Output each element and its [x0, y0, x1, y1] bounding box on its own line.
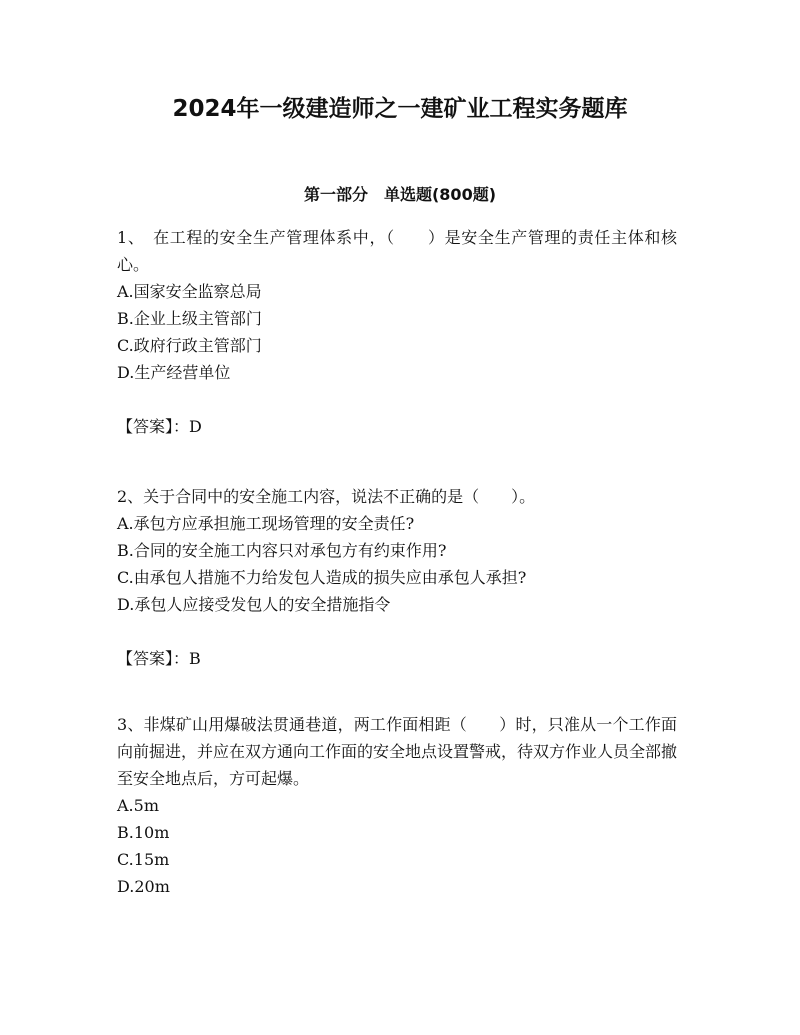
question-1-option-b: B.企业上级主管部门: [117, 309, 262, 328]
question-3: [117, 711, 677, 900]
question-1: [117, 224, 677, 386]
question-3-option-b: B.10m: [117, 823, 170, 842]
document-title: 2024年一级建造师之一建矿业工程实务题库: [172, 96, 628, 122]
question-3-option-c: C.15m: [117, 850, 170, 869]
question-2-option-c: C.由承包人措施不力给发包人造成的损失应由承包人承担?: [117, 568, 527, 587]
question-3-option-a: A.5m: [117, 796, 159, 815]
question-2-option-a: A.承包方应承担施工现场管理的安全责任?: [117, 514, 415, 533]
question-2-option-d: D.承包人应接受发包人的安全措施指令: [117, 595, 391, 614]
question-2: [117, 483, 677, 618]
question-1-option-a: A.国家安全监察总局: [117, 282, 262, 301]
question-1-answer: 【答案】：D: [117, 417, 202, 436]
section-title: 第一部分 单选题(800题): [303, 185, 497, 204]
question-2-answer: 【答案】：B: [117, 649, 201, 668]
question-1-option-d: D.生产经营单位: [117, 363, 231, 382]
question-1-stem: 1、 在工程的安全生产管理体系中，（ ）是安全生产管理的责任主体和核心。: [117, 228, 677, 274]
question-3-option-d: D.20m: [117, 877, 170, 896]
question-1-option-c: C.政府行政主管部门: [117, 336, 262, 355]
question-2-stem: 2、关于合同中的安全施工内容，说法不正确的是（ ）。: [117, 487, 536, 506]
question-3-stem: 3、非煤矿山用爆破法贯通巷道，两工作面相距（ ）时，只准从一个工作面向前掘进，并应在双方通向工作面的安全地点设置警戒，待双方作业人员全部撤至安全地点后，方可起爆。: [117, 715, 678, 788]
question-2-option-b: B.合同的安全施工内容只对承包方有约束作用?: [117, 541, 447, 560]
